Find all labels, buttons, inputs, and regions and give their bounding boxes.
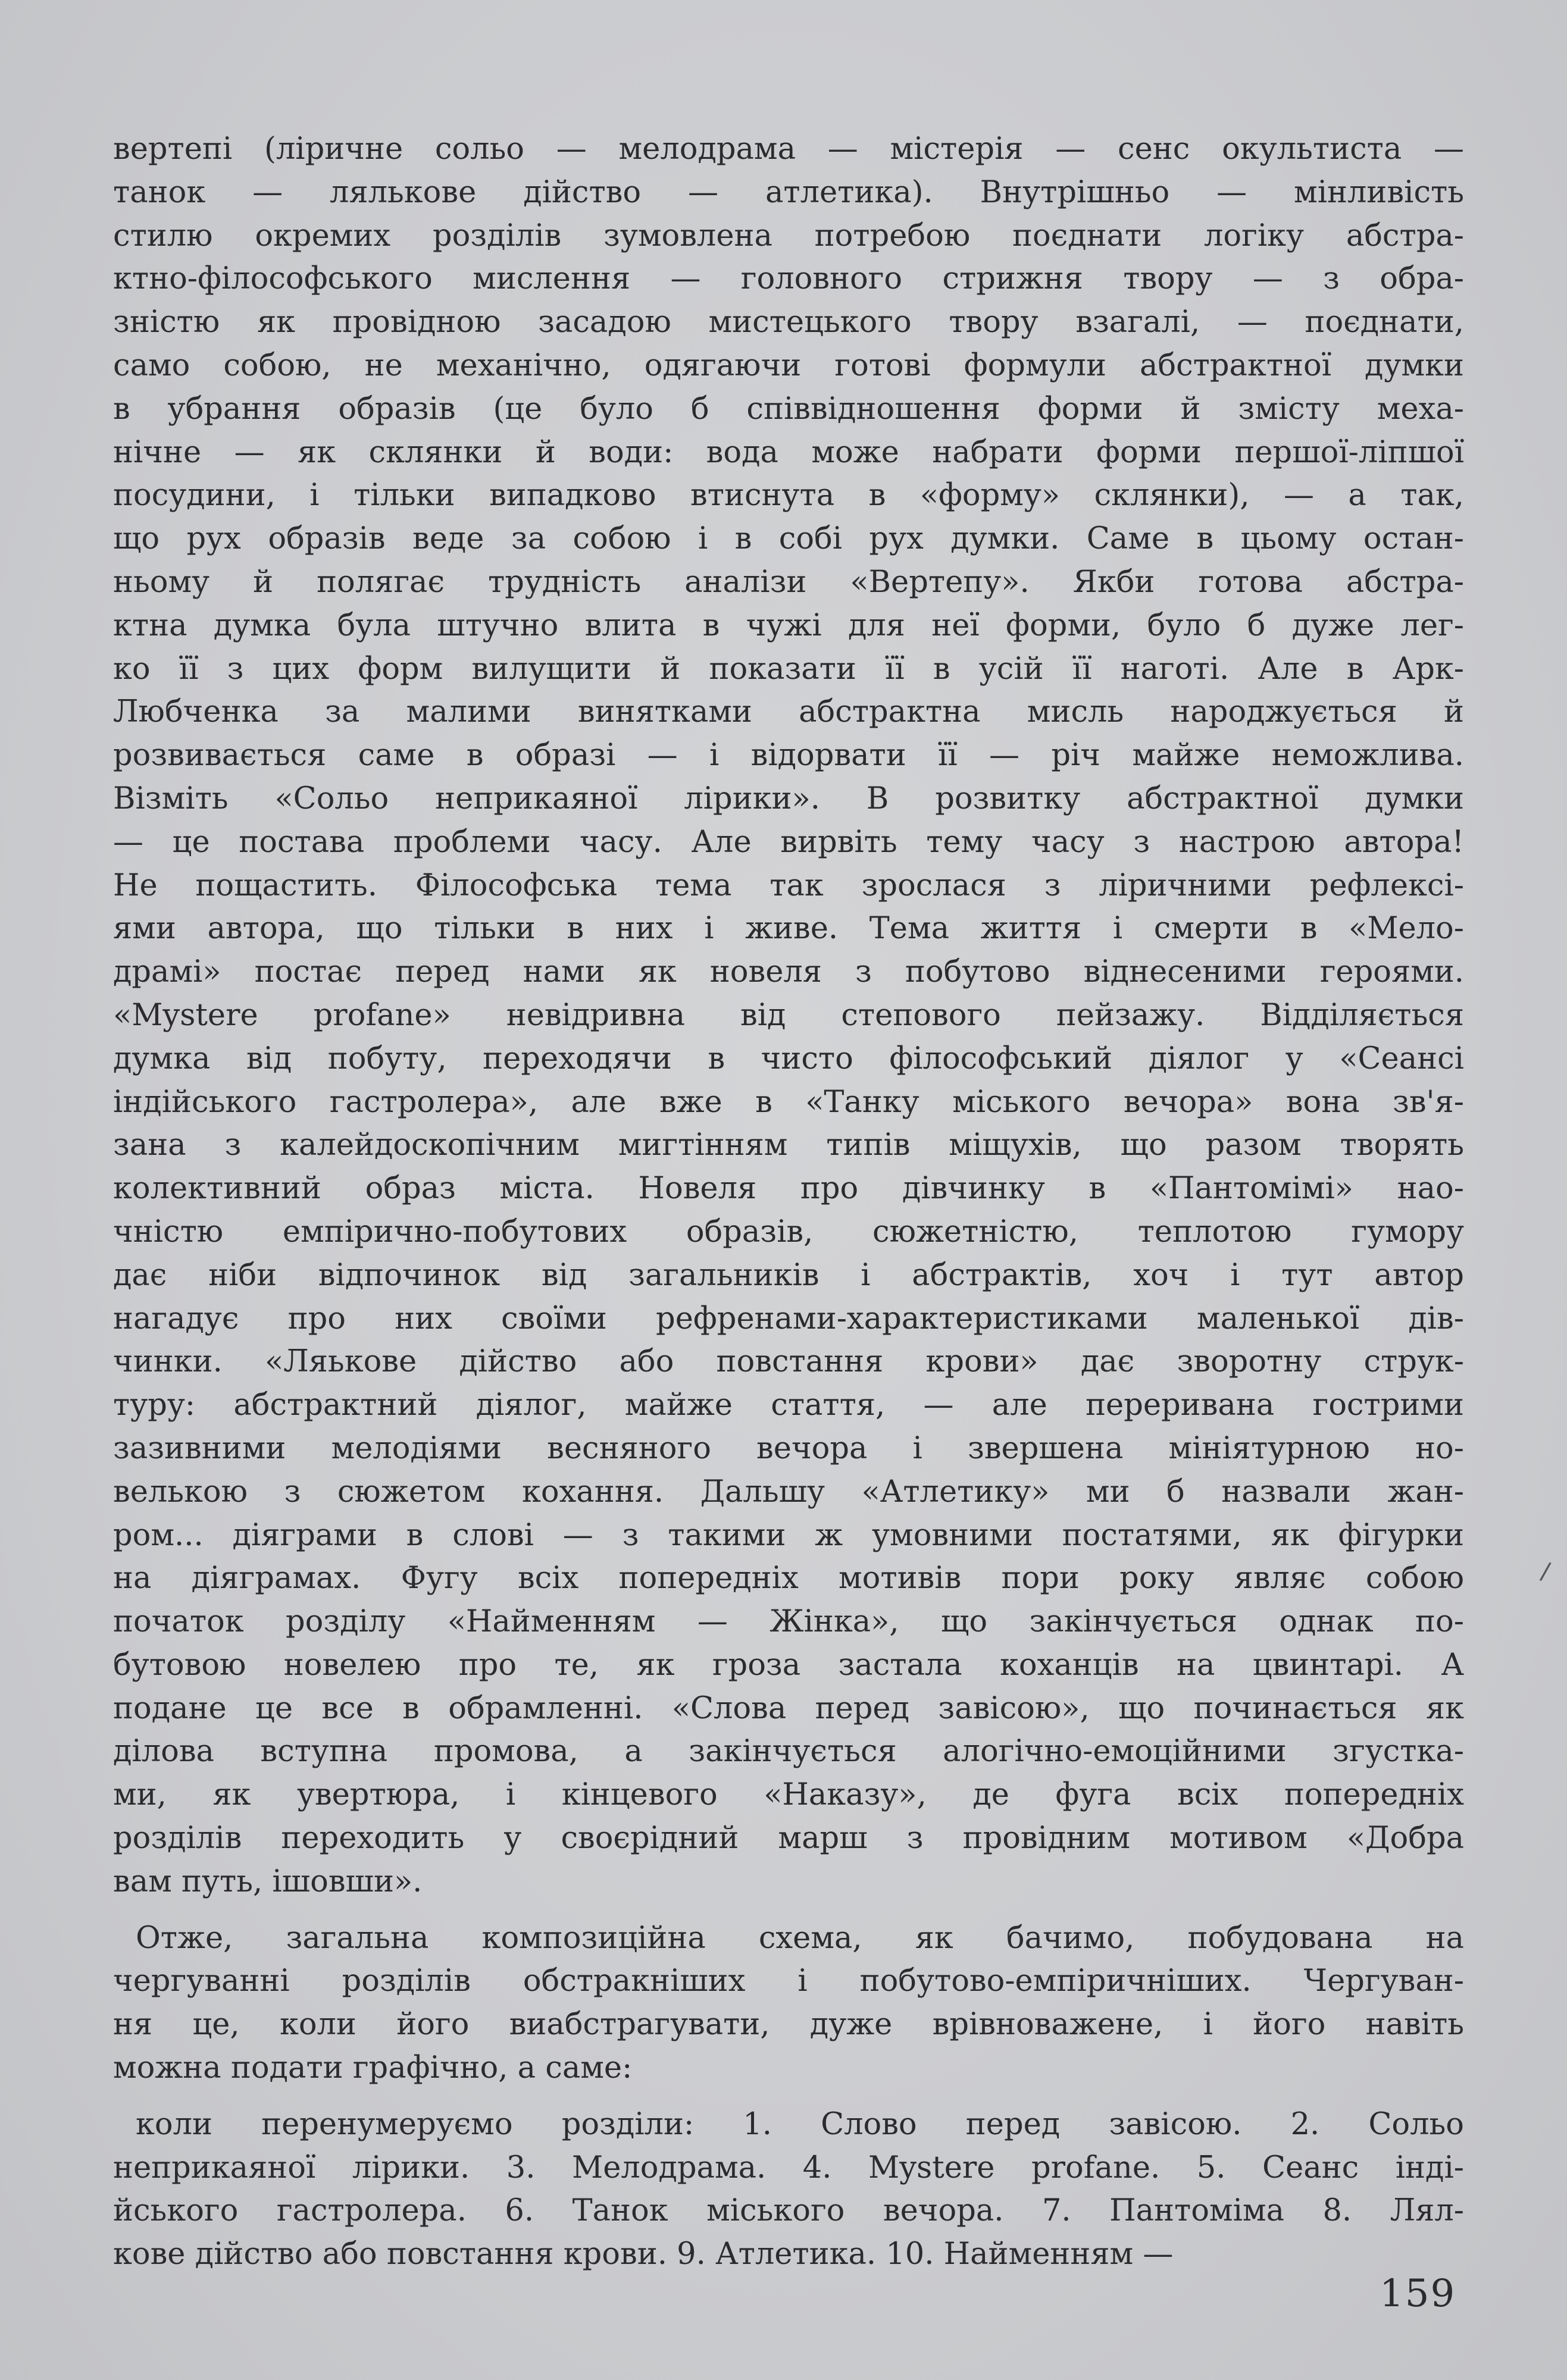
text-line: в убрання образів (це було б співвідношення форми й змісту меха- bbox=[113, 391, 1464, 427]
text-line: зазивними мелодіями весняного вечора і звершена мініятурною но- bbox=[113, 1430, 1464, 1466]
text-line: можна подати графічно, а саме: bbox=[113, 2050, 633, 2086]
text-line: початок розділу «Найменням — Жінка», що закінчується однак по- bbox=[113, 1604, 1464, 1640]
paragraph bbox=[113, 2103, 1464, 2276]
text-line: драмі» постає перед нами як новеля з побутово віднесеними героями. bbox=[113, 954, 1464, 990]
text-line: дає ніби відпочинок від загальників і абстрактів, хоч і тут автор bbox=[113, 1257, 1464, 1293]
text-line: посудини, і тільки випадково втиснута в «форму» склянки), — а так, bbox=[113, 478, 1464, 513]
text-line: ня це, коли його виабстрагувати, дуже врівноважене, і його навіть bbox=[113, 2007, 1464, 2043]
text-line: ко її з цих форм вилущити й показати її в усій її наготі. Але в Арк- bbox=[113, 651, 1464, 687]
text-line: розділів переходить у своєрідний марш з провідним мотивом «Добра bbox=[113, 1821, 1464, 1856]
text-line: само собою, не механічно, одягаючи готові формули абстрактної думки bbox=[113, 347, 1464, 383]
text-line: вертепі (ліричне сольо — мелодрама — містерія — сенс окультиста — bbox=[113, 131, 1464, 167]
text-line: Не пощастить. Філософська тема так зрослася з ліричними рефлексі- bbox=[113, 868, 1464, 903]
text-line: подане це все в обрамленні. «Слова перед завісою», що починається як bbox=[113, 1690, 1464, 1726]
page-number: 159 bbox=[1380, 2272, 1456, 2316]
paragraph-gap bbox=[113, 2090, 1464, 2103]
text-line: що рух образів веде за собою і в собі рух думки. Саме в цьому остан- bbox=[113, 521, 1464, 557]
text-line: на діяграмах. Фугу всіх попередніх мотивів пори року являє собою bbox=[113, 1561, 1464, 1596]
text-line: вам путь, ішовши». bbox=[113, 1864, 423, 1899]
text-line: зністю як провідною засадою мистецького твору взагалі, — поєднати, bbox=[113, 305, 1464, 340]
text-line: ми, як увертюра, і кінцевого «Наказу», де фуга всіх попередніх bbox=[113, 1777, 1464, 1813]
text-line: нагадує про них своїми рефренами-характеристиками маленької дів- bbox=[113, 1301, 1464, 1336]
text-line: Отже, загальна композиційна схема, як бачимо, побудована на bbox=[136, 1920, 1464, 1956]
text-line: ділова вступна промова, а закінчується алогічно-емоційними згустка- bbox=[113, 1734, 1464, 1770]
text-line: думка від побуту, переходячи в чисто філософський діялог у «Сеансі bbox=[113, 1041, 1464, 1076]
text-line: ктно-філософського мислення — головного стрижня твору — з обра- bbox=[113, 261, 1464, 297]
text-line: коли перенумеруємо розділи: 1. Слово перед завісою. 2. Сольо bbox=[136, 2106, 1464, 2142]
text-line: Любченка за малими винятками абстрактна мисль народжується й bbox=[113, 694, 1464, 730]
margin-pencil-mark: / bbox=[1538, 1557, 1553, 1586]
body-text bbox=[113, 128, 1464, 2276]
text-line: йського гастролера. 6. Танок міського вечора. 7. Пантоміма 8. Лял- bbox=[113, 2193, 1464, 2229]
text-line: — це постава проблеми часу. Але вирвіть тему часу з настрою автора! bbox=[113, 824, 1464, 860]
text-line: ями автора, що тільки в них і живе. Тема життя і смерти в «Мело- bbox=[113, 911, 1464, 947]
text-line: неприкаяної лірики. 3. Мелодрама. 4. Mystere profane. 5. Сеанс інді- bbox=[113, 2150, 1464, 2185]
text-line: індійського гастролера», але вже в «Танку міського вечора» вона зв'я- bbox=[113, 1084, 1464, 1120]
text-line: ктна думка була штучно влита в чужі для неї форми, було б дуже лег- bbox=[113, 607, 1464, 643]
text-line: розвивається саме в образі — і відорвати її — річ майже неможлива. bbox=[113, 738, 1464, 774]
text-line: бутовою новелею про те, як гроза застала коханців на цвинтарі. А bbox=[113, 1647, 1464, 1683]
text-line: туру: абстрактний діялог, майже стаття, — але переривана гострими bbox=[113, 1388, 1464, 1423]
text-line: кове дійство або повстання крови. 9. Атлетика. 10. Найменням — bbox=[113, 2237, 1174, 2272]
text-line: танок — лялькове дійство — атлетика). Внутрішньо — мінливість bbox=[113, 174, 1464, 210]
paragraph bbox=[113, 1917, 1464, 2090]
text-line: чністю емпірично-побутових образів, сюжетністю, теплотою гумору bbox=[113, 1214, 1464, 1250]
text-line: колективний образ міста. Новеля про дівчинку в «Пантомімі» нао- bbox=[113, 1171, 1464, 1207]
text-line: Візміть «Сольо неприкаяної лірики». В розвитку абстрактної думки bbox=[113, 781, 1464, 816]
text-line: чинки. «Ляькове дійство або повстання крови» дає зворотну струк- bbox=[113, 1344, 1464, 1380]
paragraph-gap bbox=[113, 1904, 1464, 1917]
text-line: нічне — як склянки й води: вода може набрати форми першої-ліпшої bbox=[113, 434, 1464, 470]
text-line: «Mystere profane» невідривна від степового пейзажу. Відділяється bbox=[113, 997, 1464, 1033]
text-line: велькою з сюжетом кохання. Дальшу «Атлетику» ми б назвали жан- bbox=[113, 1474, 1464, 1510]
text-line: стилю окремих розділів зумовлена потребою поєднати логіку абстра- bbox=[113, 218, 1464, 253]
text-line: чергуванні розділів обстракніших і побутово-емпіричніших. Чергуван- bbox=[113, 1964, 1464, 1999]
text-line: ньому й полягає трудність аналізи «Вертепу». Якби готова абстра- bbox=[113, 564, 1464, 600]
text-line: ром... діяграми в слові — з такими ж умовними постатями, як фігурки bbox=[113, 1517, 1464, 1553]
paragraph bbox=[113, 128, 1464, 1904]
text-line: зана з калейдоскопічним мигтінням типів міщухів, що разом творять bbox=[113, 1128, 1464, 1163]
